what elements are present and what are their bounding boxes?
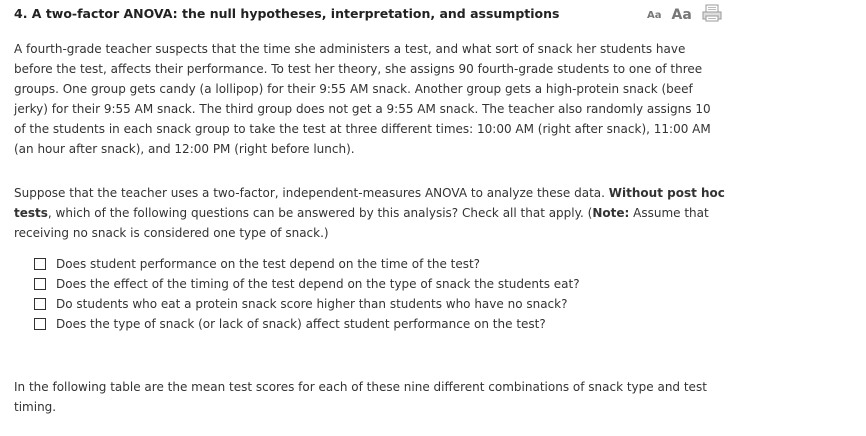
text-tools: [647, 6, 722, 24]
prompt-emphasis: tests: [14, 206, 48, 220]
table-intro-paragraph: [14, 377, 734, 417]
answer-option[interactable]: [34, 314, 580, 334]
scenario-line: jerky) for their 9:55 AM snack. The third group does not get a 9:55 AM snack. The teacher also randomly assigns 10: [14, 102, 711, 116]
decrease-font-button[interactable]: Aa: [647, 9, 662, 21]
scenario-paragraph: [14, 39, 734, 159]
scenario-line: (an hour after snack), and 12:00 PM (right before lunch).: [14, 142, 355, 156]
prompt-note-label: Note:: [592, 206, 630, 220]
scenario-line: groups. One group gets candy (a lollipop) for their 9:55 AM snack. Another group gets a high-protein snack (beef: [14, 82, 693, 96]
table-intro-line: In the following table are the mean test scores for each of these nine different combinations of snack type and test: [14, 380, 707, 394]
option-label: Do students who eat a protein snack score higher than students who have no snack?: [56, 297, 568, 311]
question-prompt: [14, 183, 734, 243]
checkbox[interactable]: [34, 278, 46, 290]
prompt-text: Assume that: [629, 206, 709, 220]
prompt-text: Suppose that the teacher uses a two-factor, independent-measures ANOVA to analyze these data.: [14, 186, 609, 200]
increase-font-button[interactable]: Aa: [671, 7, 692, 23]
checkbox[interactable]: [34, 258, 46, 270]
prompt-emphasis: Without post hoc: [608, 186, 725, 200]
print-icon[interactable]: [702, 4, 722, 26]
prompt-text: , which of the following questions can be answered by this analysis? Check all that apply. (: [47, 206, 593, 220]
answer-options: [34, 254, 580, 334]
answer-option[interactable]: [34, 294, 580, 314]
checkbox[interactable]: [34, 298, 46, 310]
scenario-line: A fourth-grade teacher suspects that the time she administers a test, and what sort of snack her students have: [14, 42, 686, 56]
prompt-text: receiving no snack is considered one type of snack.): [14, 226, 329, 240]
table-intro-line: timing.: [14, 400, 57, 414]
option-label: Does the type of snack (or lack of snack) affect student performance on the test?: [56, 317, 546, 331]
option-label: Does the effect of the timing of the test depend on the type of snack the students eat?: [56, 277, 580, 291]
scenario-line: of the students in each snack group to take the test at three different times: 10:00 AM (right after snack), 11:00 AM: [14, 122, 711, 136]
scenario-line: before the test, affects their performance. To test her theory, she assigns 90 fourth-grade students to one of three: [14, 62, 703, 76]
answer-option[interactable]: [34, 274, 580, 294]
answer-option[interactable]: [34, 254, 580, 274]
checkbox[interactable]: [34, 318, 46, 330]
option-label: Does student performance on the test depend on the time of the test?: [56, 257, 481, 271]
question-title: 4. A two-factor ANOVA: the null hypotheses, interpretation, and assumptions: [14, 6, 560, 21]
